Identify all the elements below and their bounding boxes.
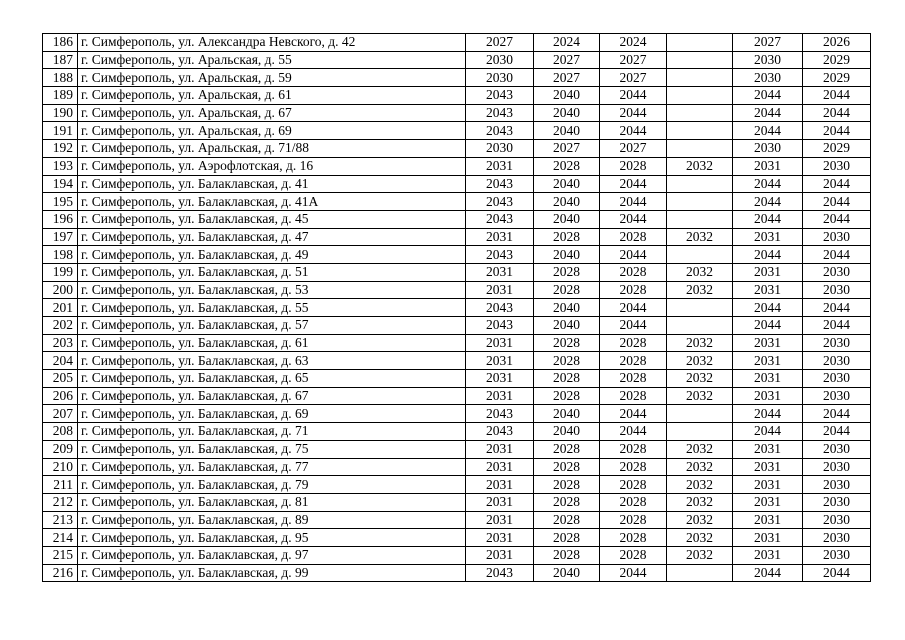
year-cell-5: 2044 bbox=[733, 423, 803, 441]
year-cell-1: 2031 bbox=[466, 370, 534, 388]
table-row bbox=[43, 210, 871, 228]
year-cell-5: 2031 bbox=[733, 281, 803, 299]
year-cell-2: 2028 bbox=[534, 546, 600, 564]
year-cell-5: 2031 bbox=[733, 440, 803, 458]
row-number-cell: 195 bbox=[43, 193, 78, 211]
year-cell-1: 2031 bbox=[466, 529, 534, 547]
table-row bbox=[43, 387, 871, 405]
table-row bbox=[43, 193, 871, 211]
year-cell-1: 2031 bbox=[466, 334, 534, 352]
row-number-cell: 189 bbox=[43, 87, 78, 105]
year-cell-2: 2027 bbox=[534, 140, 600, 158]
year-cell-3: 2044 bbox=[600, 193, 667, 211]
year-cell-4: 2032 bbox=[667, 529, 733, 547]
year-cell-6: 2044 bbox=[803, 564, 871, 582]
year-cell-1: 2043 bbox=[466, 193, 534, 211]
row-number-cell: 210 bbox=[43, 458, 78, 476]
year-cell-6: 2029 bbox=[803, 51, 871, 69]
year-cell-5: 2030 bbox=[733, 140, 803, 158]
table-row bbox=[43, 140, 871, 158]
year-cell-5: 2031 bbox=[733, 334, 803, 352]
year-cell-2: 2028 bbox=[534, 157, 600, 175]
address-cell: г. Симферополь, ул. Александра Невского, д. 42 bbox=[78, 34, 466, 52]
year-cell-3: 2028 bbox=[600, 334, 667, 352]
row-number-cell: 206 bbox=[43, 387, 78, 405]
year-cell-3: 2044 bbox=[600, 405, 667, 423]
year-cell-4: 2032 bbox=[667, 440, 733, 458]
address-cell: г. Симферополь, ул. Аральская, д. 59 bbox=[78, 69, 466, 87]
year-cell-6: 2030 bbox=[803, 263, 871, 281]
year-cell-2: 2028 bbox=[534, 334, 600, 352]
year-cell-4 bbox=[667, 193, 733, 211]
year-cell-3: 2044 bbox=[600, 423, 667, 441]
year-cell-1: 2043 bbox=[466, 405, 534, 423]
year-cell-5: 2044 bbox=[733, 122, 803, 140]
year-cell-2: 2028 bbox=[534, 493, 600, 511]
row-number-cell: 191 bbox=[43, 122, 78, 140]
year-cell-3: 2028 bbox=[600, 387, 667, 405]
year-cell-5: 2044 bbox=[733, 175, 803, 193]
year-cell-2: 2040 bbox=[534, 423, 600, 441]
table-row bbox=[43, 246, 871, 264]
address-cell: г. Симферополь, ул. Балаклавская, д. 53 bbox=[78, 281, 466, 299]
year-cell-4: 2032 bbox=[667, 476, 733, 494]
year-cell-1: 2031 bbox=[466, 458, 534, 476]
year-cell-1: 2031 bbox=[466, 281, 534, 299]
year-cell-3: 2044 bbox=[600, 104, 667, 122]
year-cell-1: 2031 bbox=[466, 511, 534, 529]
year-cell-2: 2040 bbox=[534, 317, 600, 335]
year-cell-2: 2028 bbox=[534, 263, 600, 281]
year-cell-3: 2044 bbox=[600, 317, 667, 335]
address-cell: г. Симферополь, ул. Балаклавская, д. 65 bbox=[78, 370, 466, 388]
row-number-cell: 198 bbox=[43, 246, 78, 264]
row-number-cell: 209 bbox=[43, 440, 78, 458]
year-cell-1: 2030 bbox=[466, 140, 534, 158]
table-row bbox=[43, 476, 871, 494]
address-cell: г. Симферополь, ул. Балаклавская, д. 49 bbox=[78, 246, 466, 264]
year-cell-1: 2043 bbox=[466, 104, 534, 122]
year-cell-6: 2044 bbox=[803, 87, 871, 105]
year-cell-2: 2027 bbox=[534, 51, 600, 69]
year-cell-1: 2031 bbox=[466, 440, 534, 458]
table-row bbox=[43, 175, 871, 193]
year-cell-1: 2043 bbox=[466, 122, 534, 140]
year-cell-4: 2032 bbox=[667, 334, 733, 352]
year-cell-3: 2044 bbox=[600, 210, 667, 228]
table-row bbox=[43, 546, 871, 564]
row-number-cell: 193 bbox=[43, 157, 78, 175]
year-cell-5: 2031 bbox=[733, 458, 803, 476]
year-cell-3: 2044 bbox=[600, 175, 667, 193]
row-number-cell: 216 bbox=[43, 564, 78, 582]
year-cell-5: 2031 bbox=[733, 511, 803, 529]
year-cell-1: 2043 bbox=[466, 246, 534, 264]
year-cell-6: 2030 bbox=[803, 493, 871, 511]
year-cell-2: 2028 bbox=[534, 440, 600, 458]
row-number-cell: 194 bbox=[43, 175, 78, 193]
address-cell: г. Симферополь, ул. Балаклавская, д. 97 bbox=[78, 546, 466, 564]
year-cell-3: 2028 bbox=[600, 370, 667, 388]
table-row bbox=[43, 352, 871, 370]
year-cell-2: 2040 bbox=[534, 175, 600, 193]
address-cell: г. Симферополь, ул. Балаклавская, д. 69 bbox=[78, 405, 466, 423]
year-cell-6: 2044 bbox=[803, 299, 871, 317]
year-cell-1: 2031 bbox=[466, 228, 534, 246]
address-cell: г. Симферополь, ул. Балаклавская, д. 89 bbox=[78, 511, 466, 529]
year-cell-6: 2030 bbox=[803, 352, 871, 370]
year-cell-5: 2044 bbox=[733, 104, 803, 122]
year-cell-5: 2044 bbox=[733, 317, 803, 335]
year-cell-6: 2029 bbox=[803, 140, 871, 158]
row-number-cell: 207 bbox=[43, 405, 78, 423]
row-number-cell: 213 bbox=[43, 511, 78, 529]
year-cell-2: 2024 bbox=[534, 34, 600, 52]
year-cell-4 bbox=[667, 34, 733, 52]
year-cell-5: 2044 bbox=[733, 210, 803, 228]
year-cell-6: 2030 bbox=[803, 476, 871, 494]
address-cell: г. Симферополь, ул. Аральская, д. 55 bbox=[78, 51, 466, 69]
year-cell-6: 2029 bbox=[803, 69, 871, 87]
address-cell: г. Симферополь, ул. Балаклавская, д. 51 bbox=[78, 263, 466, 281]
table-row bbox=[43, 51, 871, 69]
year-cell-2: 2040 bbox=[534, 246, 600, 264]
year-cell-4: 2032 bbox=[667, 370, 733, 388]
address-cell: г. Симферополь, ул. Балаклавская, д. 71 bbox=[78, 423, 466, 441]
year-cell-2: 2040 bbox=[534, 87, 600, 105]
year-cell-3: 2028 bbox=[600, 263, 667, 281]
year-cell-3: 2028 bbox=[600, 458, 667, 476]
year-cell-1: 2031 bbox=[466, 263, 534, 281]
table-row bbox=[43, 440, 871, 458]
table-row bbox=[43, 122, 871, 140]
row-number-cell: 197 bbox=[43, 228, 78, 246]
year-cell-2: 2028 bbox=[534, 511, 600, 529]
year-cell-1: 2031 bbox=[466, 476, 534, 494]
year-cell-3: 2028 bbox=[600, 493, 667, 511]
year-cell-2: 2040 bbox=[534, 405, 600, 423]
year-cell-4: 2032 bbox=[667, 157, 733, 175]
year-cell-2: 2028 bbox=[534, 476, 600, 494]
row-number-cell: 202 bbox=[43, 317, 78, 335]
year-cell-5: 2044 bbox=[733, 246, 803, 264]
table-row bbox=[43, 334, 871, 352]
row-number-cell: 187 bbox=[43, 51, 78, 69]
year-cell-5: 2030 bbox=[733, 69, 803, 87]
table-row bbox=[43, 69, 871, 87]
row-number-cell: 214 bbox=[43, 529, 78, 547]
year-cell-6: 2030 bbox=[803, 458, 871, 476]
address-cell: г. Симферополь, ул. Аральская, д. 69 bbox=[78, 122, 466, 140]
table-row bbox=[43, 529, 871, 547]
year-cell-5: 2044 bbox=[733, 564, 803, 582]
building-schedule-table bbox=[42, 33, 871, 582]
year-cell-1: 2043 bbox=[466, 317, 534, 335]
year-cell-6: 2044 bbox=[803, 122, 871, 140]
year-cell-1: 2031 bbox=[466, 493, 534, 511]
year-cell-4 bbox=[667, 51, 733, 69]
table-row bbox=[43, 34, 871, 52]
year-cell-5: 2031 bbox=[733, 263, 803, 281]
year-cell-6: 2044 bbox=[803, 210, 871, 228]
year-cell-5: 2044 bbox=[733, 87, 803, 105]
year-cell-4: 2032 bbox=[667, 352, 733, 370]
year-cell-1: 2031 bbox=[466, 546, 534, 564]
year-cell-3: 2027 bbox=[600, 51, 667, 69]
year-cell-4 bbox=[667, 564, 733, 582]
year-cell-1: 2027 bbox=[466, 34, 534, 52]
row-number-cell: 201 bbox=[43, 299, 78, 317]
table-row bbox=[43, 87, 871, 105]
year-cell-4 bbox=[667, 210, 733, 228]
year-cell-6: 2030 bbox=[803, 440, 871, 458]
year-cell-3: 2044 bbox=[600, 299, 667, 317]
year-cell-5: 2031 bbox=[733, 352, 803, 370]
year-cell-3: 2044 bbox=[600, 122, 667, 140]
table-row bbox=[43, 423, 871, 441]
table-row bbox=[43, 104, 871, 122]
year-cell-4: 2032 bbox=[667, 511, 733, 529]
year-cell-1: 2043 bbox=[466, 210, 534, 228]
address-cell: г. Симферополь, ул. Балаклавская, д. 79 bbox=[78, 476, 466, 494]
year-cell-4 bbox=[667, 140, 733, 158]
table-row bbox=[43, 228, 871, 246]
year-cell-6: 2030 bbox=[803, 228, 871, 246]
year-cell-2: 2040 bbox=[534, 210, 600, 228]
year-cell-3: 2028 bbox=[600, 440, 667, 458]
year-cell-3: 2044 bbox=[600, 564, 667, 582]
row-number-cell: 208 bbox=[43, 423, 78, 441]
table-row bbox=[43, 299, 871, 317]
table-row bbox=[43, 281, 871, 299]
year-cell-1: 2043 bbox=[466, 423, 534, 441]
year-cell-4 bbox=[667, 299, 733, 317]
year-cell-4 bbox=[667, 246, 733, 264]
year-cell-3: 2028 bbox=[600, 352, 667, 370]
year-cell-6: 2044 bbox=[803, 246, 871, 264]
address-cell: г. Симферополь, ул. Аэрофлотская, д. 16 bbox=[78, 157, 466, 175]
year-cell-2: 2040 bbox=[534, 564, 600, 582]
address-cell: г. Симферополь, ул. Балаклавская, д. 95 bbox=[78, 529, 466, 547]
year-cell-6: 2044 bbox=[803, 317, 871, 335]
row-number-cell: 188 bbox=[43, 69, 78, 87]
year-cell-5: 2030 bbox=[733, 51, 803, 69]
row-number-cell: 196 bbox=[43, 210, 78, 228]
row-number-cell: 200 bbox=[43, 281, 78, 299]
year-cell-5: 2031 bbox=[733, 387, 803, 405]
row-number-cell: 199 bbox=[43, 263, 78, 281]
year-cell-5: 2031 bbox=[733, 157, 803, 175]
year-cell-1: 2031 bbox=[466, 387, 534, 405]
year-cell-3: 2027 bbox=[600, 69, 667, 87]
year-cell-2: 2028 bbox=[534, 387, 600, 405]
address-cell: г. Симферополь, ул. Балаклавская, д. 41А bbox=[78, 193, 466, 211]
year-cell-6: 2030 bbox=[803, 529, 871, 547]
row-number-cell: 212 bbox=[43, 493, 78, 511]
address-cell: г. Симферополь, ул. Аральская, д. 61 bbox=[78, 87, 466, 105]
year-cell-4: 2032 bbox=[667, 228, 733, 246]
address-cell: г. Симферополь, ул. Балаклавская, д. 45 bbox=[78, 210, 466, 228]
table-body bbox=[43, 34, 871, 582]
year-cell-3: 2028 bbox=[600, 529, 667, 547]
row-number-cell: 215 bbox=[43, 546, 78, 564]
year-cell-2: 2028 bbox=[534, 281, 600, 299]
year-cell-2: 2040 bbox=[534, 122, 600, 140]
year-cell-4 bbox=[667, 423, 733, 441]
row-number-cell: 192 bbox=[43, 140, 78, 158]
year-cell-6: 2026 bbox=[803, 34, 871, 52]
year-cell-6: 2044 bbox=[803, 405, 871, 423]
year-cell-2: 2040 bbox=[534, 104, 600, 122]
year-cell-5: 2031 bbox=[733, 546, 803, 564]
year-cell-4 bbox=[667, 69, 733, 87]
year-cell-4 bbox=[667, 122, 733, 140]
year-cell-2: 2028 bbox=[534, 228, 600, 246]
year-cell-3: 2028 bbox=[600, 546, 667, 564]
year-cell-5: 2031 bbox=[733, 529, 803, 547]
year-cell-2: 2028 bbox=[534, 529, 600, 547]
year-cell-5: 2044 bbox=[733, 193, 803, 211]
address-cell: г. Симферополь, ул. Балаклавская, д. 63 bbox=[78, 352, 466, 370]
row-number-cell: 204 bbox=[43, 352, 78, 370]
year-cell-5: 2044 bbox=[733, 405, 803, 423]
year-cell-6: 2030 bbox=[803, 281, 871, 299]
table-row bbox=[43, 263, 871, 281]
year-cell-4 bbox=[667, 175, 733, 193]
year-cell-1: 2043 bbox=[466, 175, 534, 193]
year-cell-5: 2031 bbox=[733, 476, 803, 494]
year-cell-5: 2031 bbox=[733, 493, 803, 511]
year-cell-3: 2028 bbox=[600, 511, 667, 529]
year-cell-1: 2043 bbox=[466, 87, 534, 105]
year-cell-3: 2027 bbox=[600, 140, 667, 158]
year-cell-1: 2043 bbox=[466, 299, 534, 317]
table-row bbox=[43, 564, 871, 582]
year-cell-3: 2028 bbox=[600, 281, 667, 299]
year-cell-2: 2028 bbox=[534, 458, 600, 476]
address-cell: г. Симферополь, ул. Балаклавская, д. 99 bbox=[78, 564, 466, 582]
address-cell: г. Симферополь, ул. Балаклавская, д. 77 bbox=[78, 458, 466, 476]
year-cell-6: 2030 bbox=[803, 334, 871, 352]
year-cell-3: 2024 bbox=[600, 34, 667, 52]
year-cell-1: 2030 bbox=[466, 69, 534, 87]
address-cell: г. Симферополь, ул. Балаклавская, д. 81 bbox=[78, 493, 466, 511]
year-cell-3: 2028 bbox=[600, 157, 667, 175]
row-number-cell: 205 bbox=[43, 370, 78, 388]
row-number-cell: 203 bbox=[43, 334, 78, 352]
year-cell-1: 2043 bbox=[466, 564, 534, 582]
table-row bbox=[43, 493, 871, 511]
address-cell: г. Симферополь, ул. Балаклавская, д. 61 bbox=[78, 334, 466, 352]
table-row bbox=[43, 370, 871, 388]
year-cell-4: 2032 bbox=[667, 458, 733, 476]
year-cell-5: 2044 bbox=[733, 299, 803, 317]
table-row bbox=[43, 405, 871, 423]
year-cell-4 bbox=[667, 104, 733, 122]
year-cell-1: 2030 bbox=[466, 51, 534, 69]
year-cell-4: 2032 bbox=[667, 263, 733, 281]
row-number-cell: 190 bbox=[43, 104, 78, 122]
year-cell-6: 2030 bbox=[803, 546, 871, 564]
table-row bbox=[43, 157, 871, 175]
year-cell-5: 2027 bbox=[733, 34, 803, 52]
table-row bbox=[43, 511, 871, 529]
year-cell-4 bbox=[667, 317, 733, 335]
year-cell-3: 2028 bbox=[600, 476, 667, 494]
year-cell-6: 2030 bbox=[803, 370, 871, 388]
row-number-cell: 211 bbox=[43, 476, 78, 494]
year-cell-6: 2030 bbox=[803, 387, 871, 405]
year-cell-2: 2040 bbox=[534, 299, 600, 317]
year-cell-6: 2030 bbox=[803, 157, 871, 175]
year-cell-2: 2040 bbox=[534, 193, 600, 211]
address-cell: г. Симферополь, ул. Балаклавская, д. 55 bbox=[78, 299, 466, 317]
year-cell-4: 2032 bbox=[667, 546, 733, 564]
table-row bbox=[43, 317, 871, 335]
address-cell: г. Симферополь, ул. Аральская, д. 67 bbox=[78, 104, 466, 122]
year-cell-3: 2028 bbox=[600, 228, 667, 246]
address-cell: г. Симферополь, ул. Балаклавская, д. 75 bbox=[78, 440, 466, 458]
year-cell-4: 2032 bbox=[667, 387, 733, 405]
year-cell-6: 2044 bbox=[803, 104, 871, 122]
year-cell-6: 2044 bbox=[803, 175, 871, 193]
year-cell-3: 2044 bbox=[600, 87, 667, 105]
year-cell-6: 2044 bbox=[803, 193, 871, 211]
year-cell-4 bbox=[667, 87, 733, 105]
year-cell-1: 2031 bbox=[466, 352, 534, 370]
row-number-cell: 186 bbox=[43, 34, 78, 52]
address-cell: г. Симферополь, ул. Балаклавская, д. 41 bbox=[78, 175, 466, 193]
year-cell-2: 2028 bbox=[534, 370, 600, 388]
year-cell-5: 2031 bbox=[733, 228, 803, 246]
address-cell: г. Симферополь, ул. Аральская, д. 71/88 bbox=[78, 140, 466, 158]
year-cell-6: 2044 bbox=[803, 423, 871, 441]
address-cell: г. Симферополь, ул. Балаклавская, д. 67 bbox=[78, 387, 466, 405]
year-cell-4: 2032 bbox=[667, 493, 733, 511]
year-cell-2: 2028 bbox=[534, 352, 600, 370]
year-cell-3: 2044 bbox=[600, 246, 667, 264]
year-cell-6: 2030 bbox=[803, 511, 871, 529]
year-cell-4 bbox=[667, 405, 733, 423]
year-cell-1: 2031 bbox=[466, 157, 534, 175]
year-cell-5: 2031 bbox=[733, 370, 803, 388]
year-cell-4: 2032 bbox=[667, 281, 733, 299]
address-cell: г. Симферополь, ул. Балаклавская, д. 57 bbox=[78, 317, 466, 335]
table-row bbox=[43, 458, 871, 476]
year-cell-2: 2027 bbox=[534, 69, 600, 87]
address-cell: г. Симферополь, ул. Балаклавская, д. 47 bbox=[78, 228, 466, 246]
